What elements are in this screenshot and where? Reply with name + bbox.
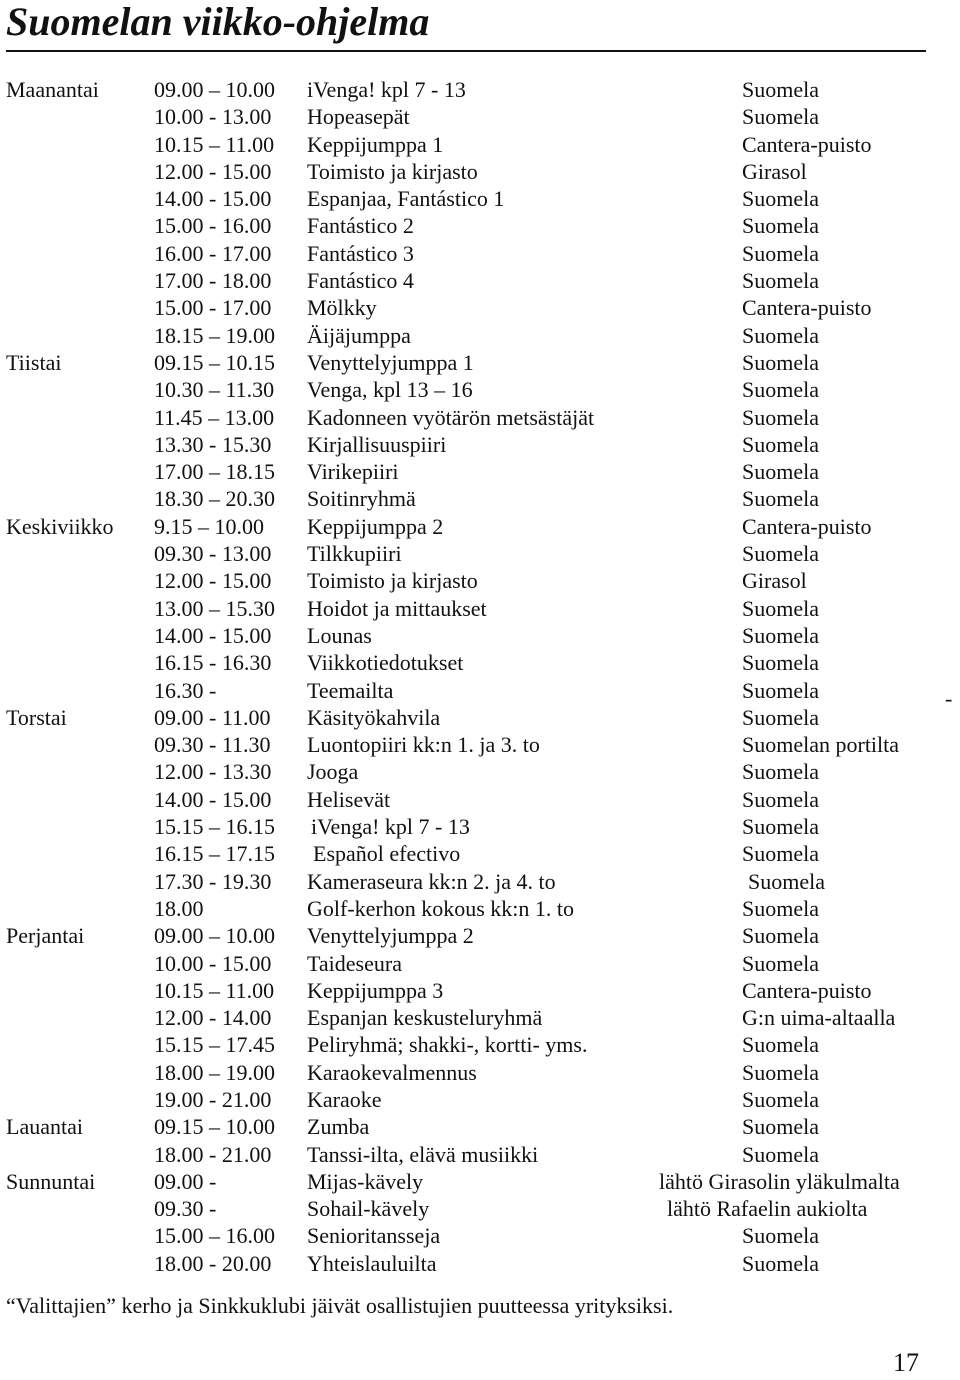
activity-name: Tilkkupiiri: [307, 541, 402, 567]
activity-name: Helisevät: [307, 786, 391, 812]
day-label: Maanantai: [6, 77, 99, 102]
time-range: 18.00 - 21.00: [154, 1141, 272, 1167]
time-range: 09.00 – 10.00: [154, 77, 275, 102]
location: Suomela: [742, 459, 819, 485]
location: Girasol: [742, 158, 807, 184]
activity-name: Mijas-kävely: [307, 1168, 424, 1194]
time-range: 10.00 - 13.00: [154, 104, 272, 130]
schedule-row: [0, 76, 960, 103]
schedule-row: [0, 294, 960, 321]
time-range: 09.00 -: [154, 1168, 217, 1194]
schedule-row: [0, 131, 960, 158]
time-range: 14.00 - 15.00: [154, 786, 272, 812]
location: Suomela: [742, 77, 819, 102]
schedule-row: [0, 349, 960, 376]
activity-name: Venga, kpl 13 – 16: [307, 377, 473, 403]
time-range: 10.15 – 11.00: [154, 977, 275, 1003]
time-range: 09.30 -: [154, 1196, 217, 1222]
schedule-row: [0, 1168, 960, 1195]
activity-name: Virikepiiri: [307, 459, 399, 485]
time-range: 15.15 – 17.45: [154, 1032, 275, 1058]
page-title: Suomelan viikko-ohjelma: [6, 0, 430, 44]
time-range: 12.00 - 15.00: [154, 568, 272, 594]
location: Suomela: [742, 186, 819, 212]
location: lähtö Girasolin yläkulmalta: [659, 1168, 900, 1194]
time-range: 09.15 – 10.00: [154, 1114, 275, 1140]
time-range: 15.00 - 16.00: [154, 213, 272, 239]
time-range: 11.45 – 13.00: [154, 404, 275, 430]
schedule-row: [0, 731, 960, 758]
time-range: 09.00 - 11.00: [154, 704, 271, 730]
activity-name: Lounas: [307, 622, 372, 648]
day-label: Keskiviikko: [6, 513, 114, 539]
schedule-row: [0, 1141, 960, 1168]
weekly-schedule: [0, 76, 960, 1277]
location: Suomela: [742, 841, 819, 867]
activity-name: Tanssi-ilta, elävä musiikki: [307, 1141, 539, 1167]
activity-name: Käsityökahvila: [307, 704, 441, 730]
time-range: 18.00: [154, 895, 204, 921]
location: Suomela: [742, 1141, 819, 1167]
activity-name: Teemailta: [307, 677, 394, 703]
time-range: 9.15 – 10.00: [154, 513, 264, 539]
location: Suomela: [742, 1059, 819, 1085]
time-range: 14.00 - 15.00: [154, 622, 272, 648]
schedule-row: [0, 1113, 960, 1140]
time-range: 17.30 - 19.30: [154, 868, 272, 894]
activity-name: Toimisto ja kirjasto: [307, 158, 478, 184]
schedule-row: [0, 758, 960, 785]
schedule-row: [0, 895, 960, 922]
schedule-row: [0, 595, 960, 622]
schedule-row: [0, 1086, 960, 1113]
location: Suomela: [742, 104, 819, 130]
schedule-row: [0, 622, 960, 649]
location: Suomela: [742, 1114, 819, 1140]
location: Cantera-puisto: [742, 295, 872, 321]
schedule-row: [0, 322, 960, 349]
activity-name: Keppijumppa 2: [307, 513, 444, 539]
schedule-row: [0, 458, 960, 485]
activity-name: Toimisto ja kirjasto: [307, 568, 478, 594]
page-number: 17: [893, 1348, 919, 1377]
schedule-row: [0, 404, 960, 431]
location: Cantera-puisto: [742, 131, 872, 157]
location: Suomela: [742, 1086, 819, 1112]
location: Suomela: [742, 895, 819, 921]
activity-name: Äijäjumppa: [307, 322, 411, 348]
activity-name: iVenga! kpl 7 - 13: [307, 77, 466, 102]
location: lähtö Rafaelin aukiolta: [667, 1196, 868, 1222]
activity-name: Yhteislauluilta: [307, 1250, 437, 1276]
schedule-row: [0, 567, 960, 594]
schedule-row: [0, 649, 960, 676]
schedule-row: [0, 840, 960, 867]
location: Suomela: [742, 431, 819, 457]
time-range: 15.15 – 16.15: [154, 814, 275, 840]
schedule-row: [0, 1222, 960, 1249]
day-label: Lauantai: [6, 1114, 83, 1140]
time-range: 12.00 - 14.00: [154, 1005, 272, 1031]
time-range: 09.00 – 10.00: [154, 923, 275, 949]
schedule-row: [0, 950, 960, 977]
location: Suomela: [742, 950, 819, 976]
activity-name: Venyttelyjumppa 1: [307, 349, 474, 375]
footnote: “Valittajien” kerho ja Sinkkuklubi jäivät osallistujien puutteessa yrityksiksi.: [6, 1293, 674, 1318]
activity-name: Karaokevalmennus: [307, 1059, 477, 1085]
schedule-row: [0, 185, 960, 212]
activity-name: Jooga: [307, 759, 359, 785]
schedule-row: [0, 704, 960, 731]
schedule-row: [0, 1195, 960, 1222]
activity-name: Hoidot ja mittaukset: [307, 595, 487, 621]
title-divider: [6, 50, 926, 52]
time-range: 09.30 - 13.00: [154, 541, 272, 567]
activity-name: Senioritansseja: [307, 1223, 441, 1249]
location: Suomela: [742, 349, 819, 375]
activity-name: Kirjallisuuspiiri: [307, 431, 447, 457]
activity-name: Español efectivo: [313, 841, 461, 867]
schedule-row: [0, 1059, 960, 1086]
schedule-row: [0, 868, 960, 895]
time-range: 18.00 – 19.00: [154, 1059, 275, 1085]
location: Suomela: [742, 213, 819, 239]
activity-name: Karaoke: [307, 1086, 382, 1112]
location: Cantera-puisto: [742, 513, 872, 539]
schedule-row: [0, 977, 960, 1004]
activity-name: Fantástico 3: [307, 240, 414, 266]
schedule-row: [0, 677, 960, 704]
schedule-row: [0, 431, 960, 458]
schedule-row: [0, 212, 960, 239]
location: Suomela: [742, 268, 819, 294]
location: Suomela: [742, 322, 819, 348]
time-range: 16.30 -: [154, 677, 217, 703]
margin-mark: -: [945, 686, 953, 711]
time-range: 15.00 – 16.00: [154, 1223, 275, 1249]
activity-name: Kadonneen vyötärön metsästäjät: [307, 404, 595, 430]
time-range: 17.00 - 18.00: [154, 268, 272, 294]
location: Suomela: [742, 541, 819, 567]
location: Suomela: [742, 622, 819, 648]
location: Suomela: [742, 240, 819, 266]
day-label: Sunnuntai: [6, 1168, 96, 1194]
location: Suomela: [742, 677, 819, 703]
time-range: 16.15 – 17.15: [154, 841, 275, 867]
activity-name: Golf-kerhon kokous kk:n 1. to: [307, 895, 575, 921]
schedule-row: [0, 376, 960, 403]
activity-name: Taideseura: [307, 950, 402, 976]
location: Suomela: [742, 1032, 819, 1058]
activity-name: Fantástico 4: [307, 268, 414, 294]
time-range: 16.15 - 16.30: [154, 650, 272, 676]
location: Suomela: [742, 759, 819, 785]
location: Suomela: [742, 1223, 819, 1249]
schedule-row: [0, 1004, 960, 1031]
schedule-row: [0, 786, 960, 813]
activity-name: Kameraseura kk:n 2. ja 4. to: [307, 868, 556, 894]
time-range: 13.30 - 15.30: [154, 431, 272, 457]
time-range: 09.15 – 10.15: [154, 349, 275, 375]
time-range: 15.00 - 17.00: [154, 295, 272, 321]
activity-name: Sohail-kävely: [307, 1196, 430, 1222]
time-range: 10.30 – 11.30: [154, 377, 275, 403]
schedule-row: [0, 540, 960, 567]
activity-name: Espanjaa, Fantástico 1: [307, 186, 505, 212]
schedule-row: [0, 513, 960, 540]
schedule-row: [0, 103, 960, 130]
day-label: Torstai: [6, 704, 67, 730]
time-range: 17.00 – 18.15: [154, 459, 275, 485]
schedule-row: [0, 158, 960, 185]
activity-name: Keppijumppa 1: [307, 131, 444, 157]
schedule-row: [0, 267, 960, 294]
time-range: 12.00 - 13.30: [154, 759, 272, 785]
location: Suomela: [742, 786, 819, 812]
time-range: 18.30 – 20.30: [154, 486, 275, 512]
location: Cantera-puisto: [742, 977, 872, 1003]
day-label: Perjantai: [6, 923, 85, 949]
activity-name: Espanjan keskusteluryhmä: [307, 1005, 543, 1031]
schedule-row: [0, 1031, 960, 1058]
location: Suomela: [748, 868, 825, 894]
time-range: 12.00 - 15.00: [154, 158, 272, 184]
location: Suomela: [742, 377, 819, 403]
location: Suomela: [742, 704, 819, 730]
activity-name: iVenga! kpl 7 - 13: [311, 814, 470, 840]
time-range: 09.30 - 11.30: [154, 732, 271, 758]
time-range: 10.15 – 11.00: [154, 131, 275, 157]
activity-name: Venyttelyjumppa 2: [307, 923, 474, 949]
activity-name: Mölkky: [307, 295, 377, 321]
activity-name: Peliryhmä; shakki-, kortti- yms.: [307, 1032, 588, 1058]
schedule-row: [0, 485, 960, 512]
time-range: 18.15 – 19.00: [154, 322, 275, 348]
schedule-row: [0, 240, 960, 267]
location: Suomela: [742, 404, 819, 430]
location: Suomela: [742, 1250, 819, 1276]
schedule-row: [0, 1250, 960, 1277]
location: Suomela: [742, 814, 819, 840]
location: G:n uima-altaalla: [742, 1005, 896, 1031]
activity-name: Keppijumppa 3: [307, 977, 444, 1003]
time-range: 16.00 - 17.00: [154, 240, 272, 266]
time-range: 13.00 – 15.30: [154, 595, 275, 621]
activity-name: Viikkotiedotukset: [307, 650, 464, 676]
time-range: 19.00 - 21.00: [154, 1086, 272, 1112]
activity-name: Luontopiiri kk:n 1. ja 3. to: [307, 732, 540, 758]
location: Girasol: [742, 568, 807, 594]
location: Suomela: [742, 650, 819, 676]
activity-name: Zumba: [307, 1114, 370, 1140]
day-label: Tiistai: [6, 349, 62, 375]
time-range: 14.00 - 15.00: [154, 186, 272, 212]
schedule-row: [0, 813, 960, 840]
location: Suomela: [742, 595, 819, 621]
location: Suomela: [742, 486, 819, 512]
location: Suomela: [742, 923, 819, 949]
activity-name: Hopeasepät: [307, 104, 410, 130]
schedule-row: [0, 922, 960, 949]
time-range: 10.00 - 15.00: [154, 950, 272, 976]
activity-name: Fantástico 2: [307, 213, 414, 239]
activity-name: Soitinryhmä: [307, 486, 416, 512]
location: Suomelan portilta: [742, 732, 900, 758]
time-range: 18.00 - 20.00: [154, 1250, 272, 1276]
